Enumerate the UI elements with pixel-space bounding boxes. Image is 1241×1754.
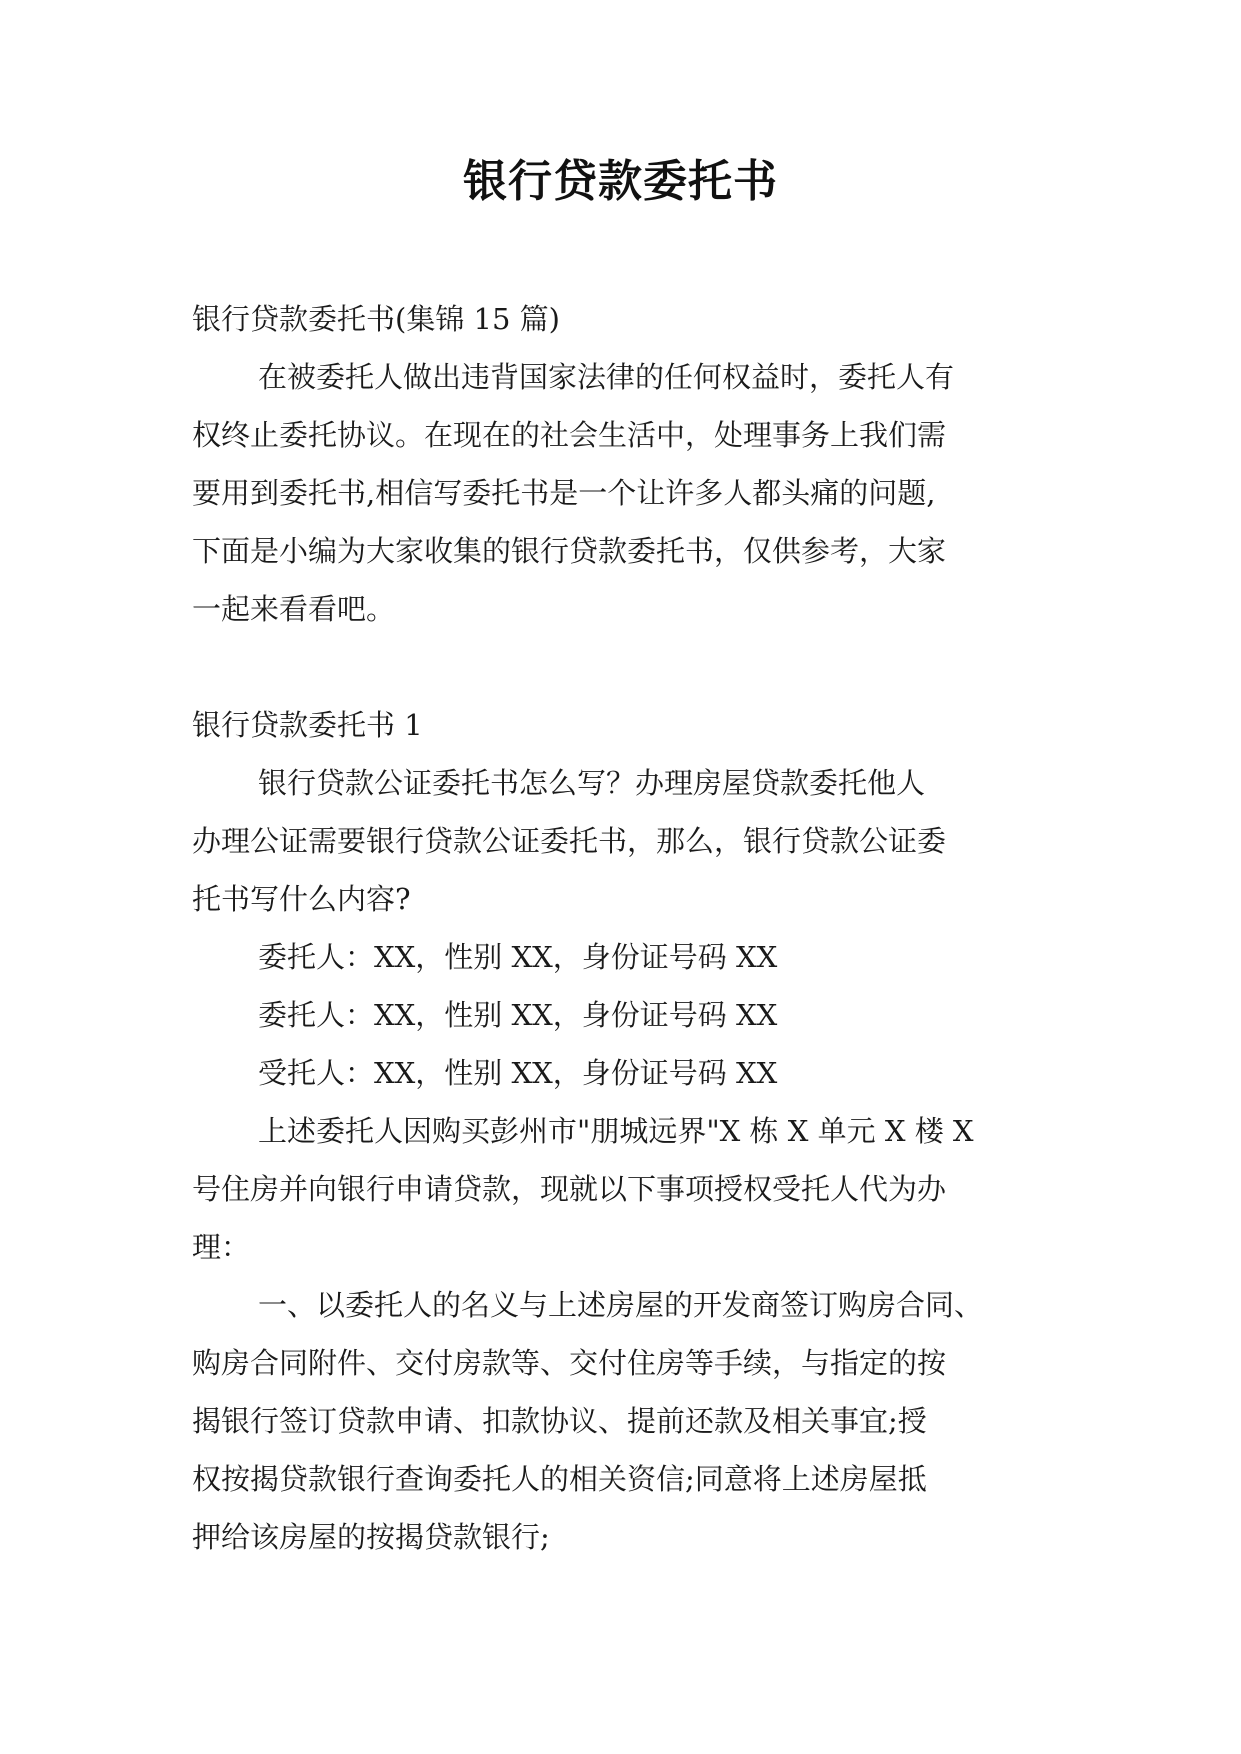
paragraph-spacer	[192, 638, 1054, 696]
intro-paragraph-line: 要用到委托书,相信写委托书是一个让许多人都头痛的问题,	[192, 476, 936, 510]
document-title: 银行贷款委托书	[463, 156, 778, 207]
section-paragraph-line: 办理公证需要银行贷款公证委托书，那么，银行贷款公证委	[192, 824, 947, 858]
item-one-line: 权按揭贷款银行查询委托人的相关资信;同意将上述房屋抵	[192, 1462, 927, 1496]
item-one-line: 购房合同附件、交付房款等、交付住房等手续，与指定的按	[192, 1346, 947, 1380]
agent-info-line: 受托人：XX，性别 XX，身份证号码 XX	[258, 1056, 778, 1090]
principal-info-line: 委托人：XX，性别 XX，身份证号码 XX	[258, 940, 778, 974]
intro-paragraph-line: 一起来看看吧。	[192, 592, 396, 626]
authorization-paragraph-line: 理：	[192, 1230, 251, 1264]
section-paragraph-line: 银行贷款公证委托书怎么写？办理房屋贷款委托他人	[258, 766, 926, 800]
intro-paragraph-line: 权终止委托协议。在现在的社会生活中，处理事务上我们需	[192, 418, 947, 452]
authorization-paragraph-line: 号住房并向银行申请贷款，现就以下事项授权受托人代为办	[192, 1172, 947, 1206]
section-heading: 银行贷款委托书 1	[192, 708, 423, 742]
item-one-line: 押给该房屋的按揭贷款银行;	[192, 1520, 550, 1554]
principal-info-line: 委托人：XX，性别 XX，身份证号码 XX	[258, 998, 778, 1032]
collection-subtitle: 银行贷款委托书(集锦 15 篇)	[192, 302, 560, 336]
intro-paragraph-line: 下面是小编为大家收集的银行贷款委托书，仅供参考，大家	[192, 534, 947, 568]
section-paragraph-line: 托书写什么内容?	[192, 882, 411, 916]
document-body	[192, 290, 1054, 1566]
item-one-line: 揭银行签订贷款申请、扣款协议、提前还款及相关事宜;授	[192, 1404, 927, 1438]
item-one-line: 一、以委托人的名义与上述房屋的开发商签订购房合同、	[258, 1288, 984, 1322]
intro-paragraph-line: 在被委托人做出违背国家法律的任何权益时，委托人有	[258, 360, 955, 394]
authorization-paragraph-line: 上述委托人因购买彭州市"朋城远界"X 栋 X 单元 X 楼 X	[258, 1114, 974, 1148]
